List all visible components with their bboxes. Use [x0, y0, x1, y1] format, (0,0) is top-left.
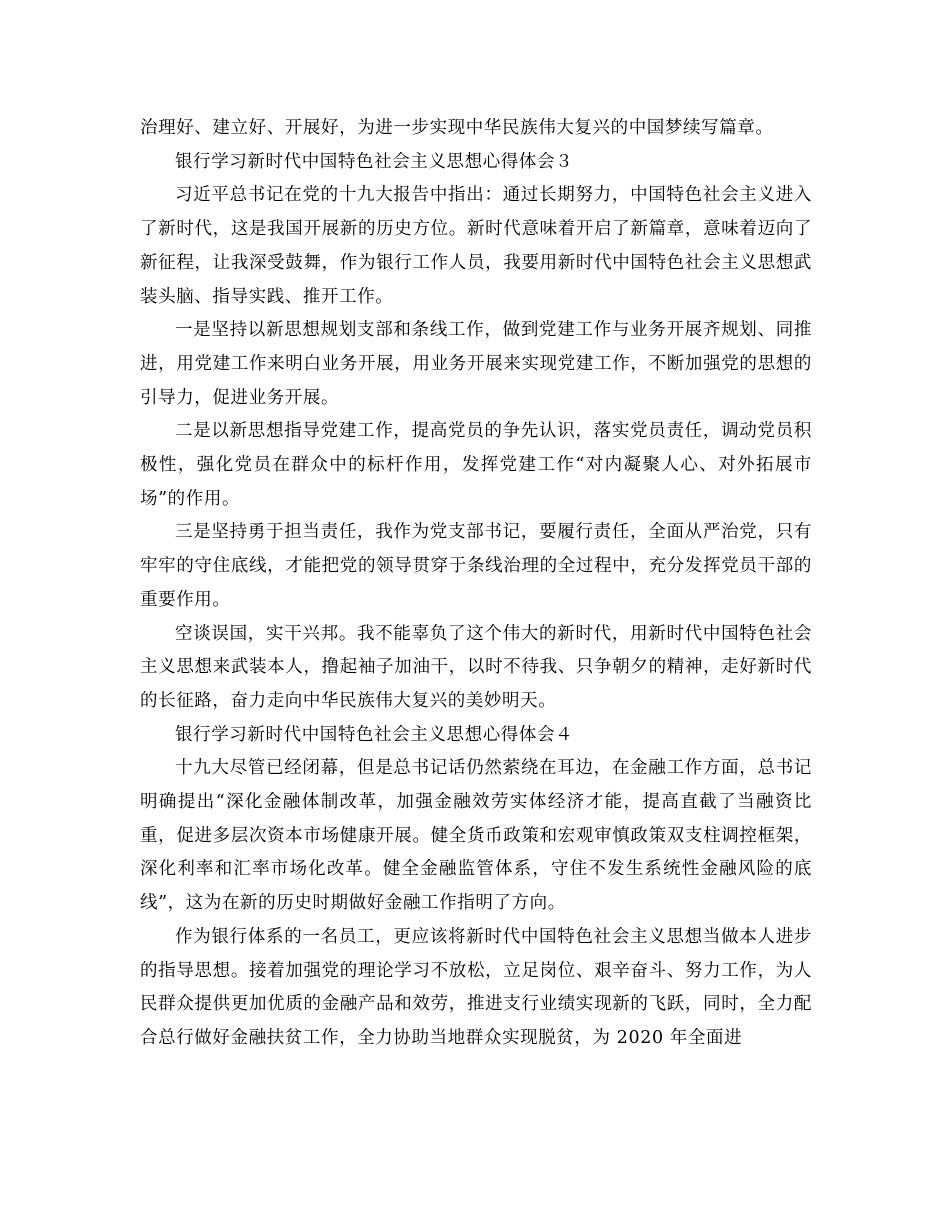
paragraph: 空谈误国，实干兴邦。我不能辜负了这个伟大的新时代，用新时代中国特色社会主义思想来武装本人，撸起袖子加油干，以时不待我、只争朝夕的精神，走好新时代的长征路，奋力走向中华民族伟大复兴的美妙明天。 — [140, 623, 812, 711]
section-heading-3: 银行学习新时代中国特色社会主义思想心得体会３ — [175, 151, 574, 172]
paragraph: 十九大尽管已经闭幕，但是总书记话仍然萦绕在耳边，在金融工作方面，总书记明确提出“深化金融体制改革，加强金融效劳实体经济才能，提高直截了当融资比重，促进多层次资本市场健康开展。健全货币政策和宏观审慎政策双支柱调控框架，深化利率和汇率市场化改革。健全金融监管体系，守住不发生系统性金融风险的底线”，这为在新的历史时期做好金融工作指明了方向。 — [140, 758, 812, 914]
paragraph: 三是坚持勇于担当责任，我作为党支部书记，要履行责任，全面从严治党，只有牢牢的守住底线，才能把党的领导贯穿于条线治理的全过程中，充分发挥党员干部的重要作用。 — [140, 522, 812, 610]
section-heading-4: 银行学习新时代中国特色社会主义思想心得体会４ — [175, 724, 574, 745]
paragraph: 习近平总书记在党的十九大报告中指出：通过长期努力，中国特色社会主义进入了新时代，这是我国开展新的历史方位。新时代意味着开启了新篇章，意味着迈向了新征程，让我深受鼓舞，作为银行工作人员，我要用新时代中国特色社会主义思想武装头脑、指导实践、推开工作。 — [140, 185, 812, 307]
document-page — [140, 112, 812, 1056]
paragraph-continuation: 治理好、建立好、开展好，为进一步实现中华民族伟大复兴的中国梦续写篇章。 — [140, 118, 774, 138]
paragraph: 二是以新思想指导党建工作，提高党员的争先认识，落实党员责任，调动党员积极性，强化党员在群众中的标杆作用，发挥党建工作“对内凝聚人心、对外拓展市场”的作用。 — [140, 421, 812, 509]
paragraph: 作为银行体系的一名员工，更应该将新时代中国特色社会主义思想当做本人进步的指导思想。接着加强党的理论学习不放松，立足岗位、艰辛奋斗、努力工作，为人民群众提供更加优质的金融产品和效劳，推进支行业绩实现新的飞跃，同时，全力配合总行做好金融扶贫工作，全力协助当地群众实现脱贫，为 2020 年全面进 — [140, 926, 812, 1048]
paragraph: 一是坚持以新思想规划支部和条线工作，做到党建工作与业务开展齐规划、同推进，用党建工作来明白业务开展，用业务开展来实现党建工作，不断加强党的思想的引导力，促进业务开展。 — [140, 320, 812, 408]
